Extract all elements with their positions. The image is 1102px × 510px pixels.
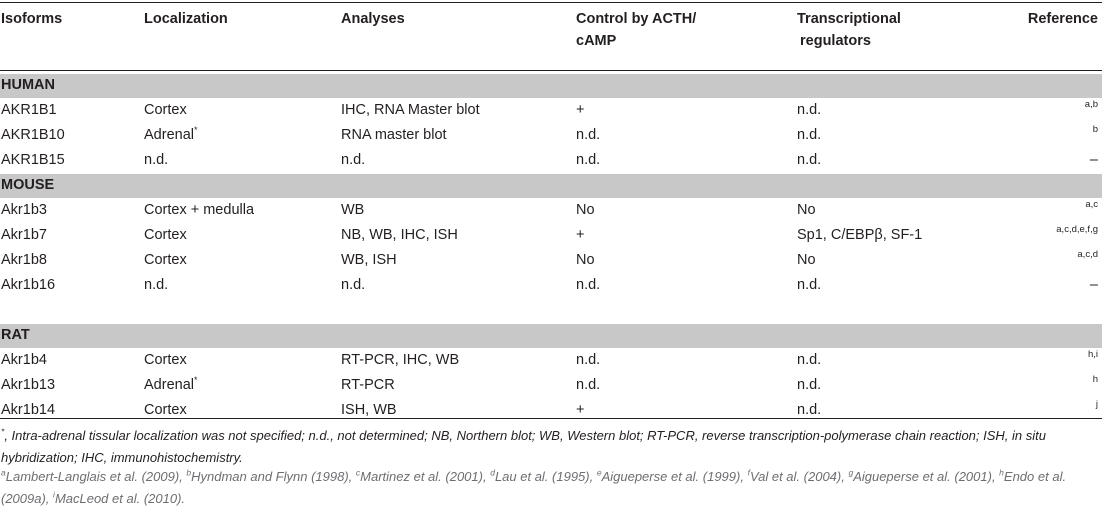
cell-regulators [797, 202, 816, 218]
cell-reference: a,c,d,e,f,g [1056, 224, 1098, 235]
cell-regulators [797, 102, 821, 118]
cell-analyses [341, 202, 364, 218]
cell-control-text: n.d. [576, 277, 601, 293]
col-header-localization: Localization [144, 11, 228, 27]
cell-analyses-text: WB [341, 202, 365, 218]
cell-reference: – [1089, 277, 1098, 293]
cell-isoform [1, 252, 47, 268]
cell-analyses [341, 377, 395, 393]
cell-localization [144, 277, 168, 293]
cell-regulators-text: n.d. [797, 127, 822, 143]
cell-localization-text: Adrenal [144, 127, 194, 143]
cell-control [576, 202, 595, 218]
table-row [0, 373, 1102, 398]
table-row [0, 273, 1102, 298]
cell-control [576, 102, 584, 118]
cell-analyses [341, 152, 365, 168]
cell-localization [144, 377, 198, 393]
reference-citation: Lambert-Langlais et al. (2009), [5, 469, 187, 484]
col-header-analyses: Analyses [341, 11, 405, 27]
col-header-regulators-line2: regulators [800, 33, 871, 49]
section-rat [0, 324, 1102, 348]
cell-isoform-text: Akr1b14 [1, 402, 56, 418]
col-header-regulators-line1: Transcriptional [797, 11, 901, 27]
cell-control-text: n.d. [576, 352, 601, 368]
cell-reference: a,c,d [1077, 249, 1098, 260]
cell-analyses-text: n.d. [341, 277, 366, 293]
reference-citation: Endo et al. (2009a), [1, 469, 1067, 506]
cell-localization-text: Adrenal [144, 377, 194, 393]
reference-key: i [53, 489, 55, 500]
cell-isoform [1, 377, 55, 393]
cell-analyses-text: ISH, WB [341, 402, 397, 418]
cell-isoform [1, 152, 65, 168]
cell-regulators [797, 252, 816, 268]
reference-citation: Aigueperse et al. (1999), [601, 469, 748, 484]
reference-key: e [596, 467, 602, 478]
cell-localization [144, 402, 187, 418]
cell-localization [144, 152, 168, 168]
cell-control [576, 277, 600, 293]
localization-footnote-mark: * [193, 375, 198, 386]
cell-control-text: n.d. [576, 152, 601, 168]
cell-control [576, 227, 584, 243]
reference-key: d [490, 467, 495, 478]
cell-regulators-text: n.d. [797, 352, 822, 368]
cell-control [576, 127, 600, 143]
cell-isoform-text: Akr1b16 [1, 277, 56, 293]
cell-control-text: + [576, 402, 585, 418]
cell-analyses-text: RT-PCR, IHC, WB [341, 352, 460, 368]
cell-analyses-text: RT-PCR [341, 377, 395, 393]
cell-analyses [341, 252, 397, 268]
cell-control-text: No [576, 202, 595, 218]
localization-footnote-mark: * [193, 125, 198, 136]
abbreviations-footnote [1, 425, 1099, 469]
cell-reference: h,i [1087, 349, 1098, 360]
cell-regulators [797, 352, 821, 368]
cell-regulators [797, 277, 821, 293]
cell-isoform-text: Akr1b8 [1, 252, 47, 268]
cell-control [576, 377, 600, 393]
cell-control [576, 152, 600, 168]
cell-control-text: + [576, 102, 585, 118]
section-title: HUMAN [1, 77, 55, 93]
cell-regulators [797, 377, 821, 393]
table-top-rule [0, 2, 1102, 3]
table-row [0, 223, 1102, 248]
cell-regulators [797, 227, 922, 243]
cell-reference: j [1095, 399, 1098, 410]
section-title: RAT [1, 327, 30, 343]
references-footnote [1, 466, 1099, 510]
cell-localization-text: Cortex [144, 227, 187, 243]
cell-localization-text: Cortex + medulla [144, 202, 255, 218]
section-title: MOUSE [1, 177, 55, 193]
reference-key: a [1, 467, 6, 478]
reference-key: g [848, 467, 854, 478]
cell-analyses [341, 102, 480, 118]
reference-citation: Martinez et al. (2001), [360, 469, 491, 484]
reference-citation: Hyndman and Flynn (1998), [191, 469, 356, 484]
col-header-reference: Reference [1027, 11, 1098, 27]
cell-localization-text: Cortex [144, 252, 187, 268]
cell-analyses-text: WB, ISH [341, 252, 397, 268]
table-row [0, 248, 1102, 273]
cell-reference: b [1092, 124, 1098, 135]
cell-isoform [1, 202, 47, 218]
cell-isoform [1, 127, 65, 143]
cell-isoform [1, 227, 47, 243]
cell-localization-text: Cortex [144, 102, 187, 118]
cell-isoform-text: Akr1b7 [1, 227, 47, 243]
reference-citation: MacLeod et al. (2010). [54, 491, 186, 506]
cell-analyses-text: n.d. [341, 152, 366, 168]
cell-isoform [1, 277, 55, 293]
footnote-asterisk: * [1, 426, 5, 437]
reference-citation: Aigueperse et al. (2001), [853, 469, 1000, 484]
cell-analyses-text: IHC, RNA Master blot [341, 102, 480, 118]
cell-analyses [341, 277, 365, 293]
cell-regulators-text: No [797, 252, 816, 268]
cell-control-text: + [576, 227, 585, 243]
cell-localization [144, 202, 254, 218]
cell-regulators-text: n.d. [797, 402, 822, 418]
cell-isoform-text: AKR1B10 [1, 127, 65, 143]
cell-analyses [341, 227, 458, 243]
col-header-regulators [797, 8, 901, 52]
cell-control [576, 252, 595, 268]
cell-regulators-text: n.d. [797, 277, 822, 293]
cell-control-text: n.d. [576, 127, 601, 143]
reference-citation: Lau et al. (1995), [494, 469, 597, 484]
cell-control [576, 402, 584, 418]
cell-isoform [1, 402, 55, 418]
cell-isoform-text: Akr1b3 [1, 202, 47, 218]
cell-localization [144, 127, 198, 143]
cell-regulators-text: Sp1, C/EBPβ, SF-1 [797, 227, 923, 243]
table-row [0, 148, 1102, 173]
cell-isoform-text: AKR1B15 [1, 152, 65, 168]
cell-regulators-text: n.d. [797, 377, 822, 393]
cell-reference: h [1092, 374, 1098, 385]
cell-control-text: n.d. [576, 377, 601, 393]
cell-localization [144, 252, 187, 268]
col-header-isoforms: Isoforms [1, 11, 63, 27]
reference-citation: Val et al. (2004), [749, 469, 849, 484]
section-mouse [0, 174, 1102, 198]
cell-isoform-text: Akr1b4 [1, 352, 47, 368]
reference-key: b [186, 467, 192, 478]
cell-isoform [1, 352, 47, 368]
cell-control-text: No [576, 252, 595, 268]
cell-isoform-text: Akr1b13 [1, 377, 56, 393]
reference-key: f [747, 467, 750, 478]
cell-reference: a,b [1084, 99, 1098, 110]
cell-regulators-text: No [797, 202, 816, 218]
table-row [0, 98, 1102, 123]
table-row [0, 123, 1102, 148]
cell-analyses [341, 402, 397, 418]
cell-localization-text: Cortex [144, 352, 187, 368]
cell-regulators [797, 152, 821, 168]
cell-regulators [797, 402, 821, 418]
header-rule [0, 70, 1102, 71]
cell-reference: – [1089, 152, 1098, 168]
cell-analyses-text: NB, WB, IHC, ISH [341, 227, 458, 243]
footnote-text: , Intra-adrenal tissular localization was not specified; n.d., not determined; NB, Northern blot; WB, Western blot; RT-PCR, reverse transcription-polymerase chain reaction; ISH, in situ hybridization; IHC, immunohistochemistry. [1, 428, 1046, 465]
cell-localization-text: n.d. [144, 152, 169, 168]
cell-localization-text: Cortex [144, 402, 187, 418]
cell-control [576, 352, 600, 368]
cell-regulators-text: n.d. [797, 102, 822, 118]
reference-key: h [999, 467, 1004, 478]
table-bottom-rule [0, 418, 1102, 419]
cell-regulators-text: n.d. [797, 152, 822, 168]
cell-analyses [341, 127, 447, 143]
cell-localization [144, 227, 187, 243]
cell-regulators [797, 127, 821, 143]
col-header-control-line1: Control by ACTH/ [576, 11, 697, 27]
cell-isoform [1, 102, 57, 118]
reference-key: c [355, 467, 361, 478]
cell-analyses [341, 352, 459, 368]
cell-reference: a,c [1085, 199, 1098, 210]
table-row [0, 398, 1102, 423]
table-row [0, 198, 1102, 223]
cell-localization [144, 352, 187, 368]
table-row [0, 348, 1102, 373]
section-human [0, 74, 1102, 98]
cell-analyses-text: RNA master blot [341, 127, 447, 143]
col-header-control [576, 8, 696, 52]
col-header-control-line2: cAMP [576, 33, 617, 49]
cell-localization-text: n.d. [144, 277, 169, 293]
cell-isoform-text: AKR1B1 [1, 102, 57, 118]
cell-localization [144, 102, 187, 118]
